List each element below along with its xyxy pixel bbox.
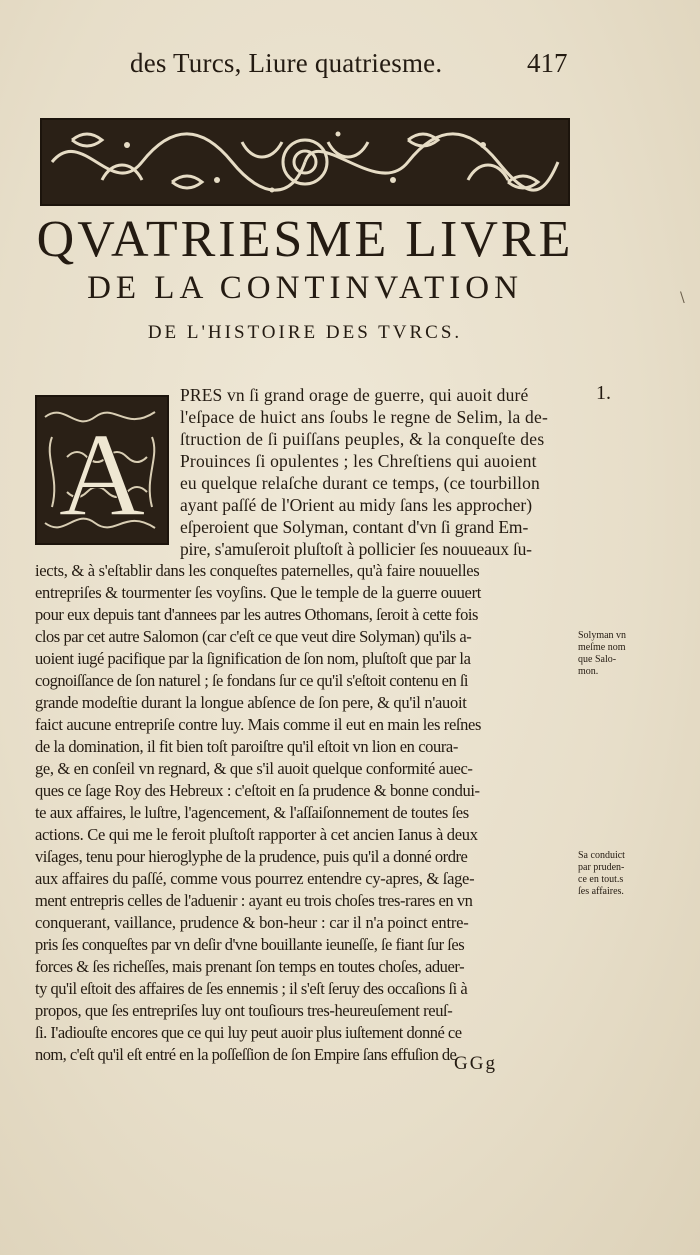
note-line: ce en tout.s — [578, 874, 624, 885]
text-line: faict aucune entrepriſe contre luy. Mais comme il eut en main les reſnes — [35, 715, 482, 734]
text-line: iects, & à s'eſtablir dans les conqueſtes paternelles, qu'à faire nouuelles — [35, 561, 480, 580]
text-line: pour eux depuis tant d'annees par les autres Othomans, ſeroit à cette fois — [35, 605, 478, 624]
text-line: viſages, tenu pour hieroglyphe de la prudence, puis qu'il a donné ordre — [35, 847, 468, 866]
text-line: ty qu'il eſtoit des affaires de ſes ennemis ; il s'eſt ſeruy des occaſions ſi à — [35, 979, 468, 998]
edge-mark: \ — [680, 290, 685, 306]
text-line: actions. Ce qui me le feroit pluſtoſt rapporter à cet ancien Ianus à deux — [35, 825, 478, 844]
margin-note-conduite — [578, 850, 683, 898]
chapter-title-line-1: QVATRIESME LIVRE — [36, 211, 574, 268]
text-line: ſtruction de ſi puiſſans peuples, & la conqueſte des — [180, 429, 545, 449]
text-line: de la domination, il fit bien toſt paroiſtre qu'il eſtoit vn lion en coura- — [35, 737, 458, 756]
text-line: l'eſpace de huict ans ſoubs le regne de Selim, la de- — [180, 407, 548, 427]
note-line: Sa conduict — [578, 850, 625, 861]
note-line: mon. — [578, 666, 599, 677]
chapter-title-line-2: DE LA CONTINVATION — [87, 270, 523, 306]
text-line: conquerant, vaillance, prudence & bon-heur : car il n'a poinct entre- — [35, 913, 469, 932]
signature-mark: GGg — [454, 1053, 497, 1074]
note-line: ſes affaires. — [578, 886, 624, 897]
note-line: Solyman vn — [578, 630, 627, 641]
decorated-initial — [35, 395, 169, 545]
ornamental-headpiece — [40, 118, 570, 206]
text-line: te aux affaires, le luſtre, l'agencement, & l'aſſaiſonnement de toutes ſes — [35, 803, 469, 822]
margin-note-solyman — [578, 630, 683, 678]
chapter-title-line-3: DE L'HISTOIRE DES TVRCS. — [147, 322, 463, 343]
text-line: aux affaires du paſſé, comme vous pourrez entendre cy-apres, & ſage- — [35, 869, 475, 888]
note-line: que Salo- — [578, 654, 617, 665]
text-line: propos, que ſes entrepriſes luy ont touſiours tres-heureuſement reuſ- — [35, 1001, 453, 1020]
text-line: ques ce ſage Roy des Hebreux : c'eſtoit en ſa prudence & bonne condui- — [35, 781, 480, 800]
text-line: pire, s'amuſeroit pluſtoſt à pollicier ſes nouueaux ſu- — [180, 539, 532, 559]
text-line: cognoiſſance de ſon naturel ; ſe fondans ſur ce qu'il s'eſtoit contenu en ſi — [35, 671, 469, 690]
text-line: PRES vn ſi grand orage de guerre, qui auoit duré — [180, 385, 529, 405]
text-line: eſperoient que Solyman, contant d'vn ſi grand Em- — [180, 517, 529, 537]
running-title: des Turcs, Liure quatriesme. — [130, 48, 443, 78]
text-line: ment entrepris celles de l'aduenir : ayant eu trois choſes tres-rares en vn — [35, 891, 473, 910]
text-line: ge, & en conſeil vn regnard, & que s'il auoit quelque conformité auec- — [35, 759, 473, 778]
text-line: grande modeſtie durant la longue abſence de ſon pere, & qu'il n'auoit — [35, 693, 467, 712]
dropcap-letter: A — [58, 408, 146, 541]
text-line: ayant paſſé de l'Orient au midy ſans les approcher) — [180, 495, 533, 515]
page-number: 417 — [527, 48, 568, 78]
margin-section-number: 1. — [596, 382, 611, 404]
text-line: ſi. I'adiouſte encores que ce qui luy peut auoir plus iuſtement donné ce — [35, 1023, 462, 1042]
note-line: meſme nom — [578, 642, 626, 653]
text-line: forces & ſes richeſſes, mais prenant ſon temps en toutes choſes, aduer- — [35, 957, 465, 976]
text-line: uoient iugé pacifique par la ſignification de ſon nom, pluſtoſt que par la — [35, 649, 471, 668]
text-line: Prouinces ſi opulentes ; les Chreſtiens qui auoient — [180, 451, 537, 471]
note-line: par pruden- — [578, 862, 625, 873]
text-line: entrepriſes & tourmenter ſes voyſins. Que le temple de la guerre ouuert — [35, 583, 482, 602]
text-line: clos par cet autre Salomon (car c'eſt ce que veut dire Solyman) qu'ils a- — [35, 627, 472, 646]
text-line: pris ſes conqueſtes par vn deſir d'vne bouillante ieuneſſe, ſe fiant ſur ſes — [35, 935, 465, 954]
text-line: eu quelque relaſche durant ce temps, (ce tourbillon — [180, 473, 540, 493]
text-line: nom, c'eſt qu'il eſt entré en la poſſeſſion de ſon Empire ſans effuſion de — [35, 1045, 457, 1064]
